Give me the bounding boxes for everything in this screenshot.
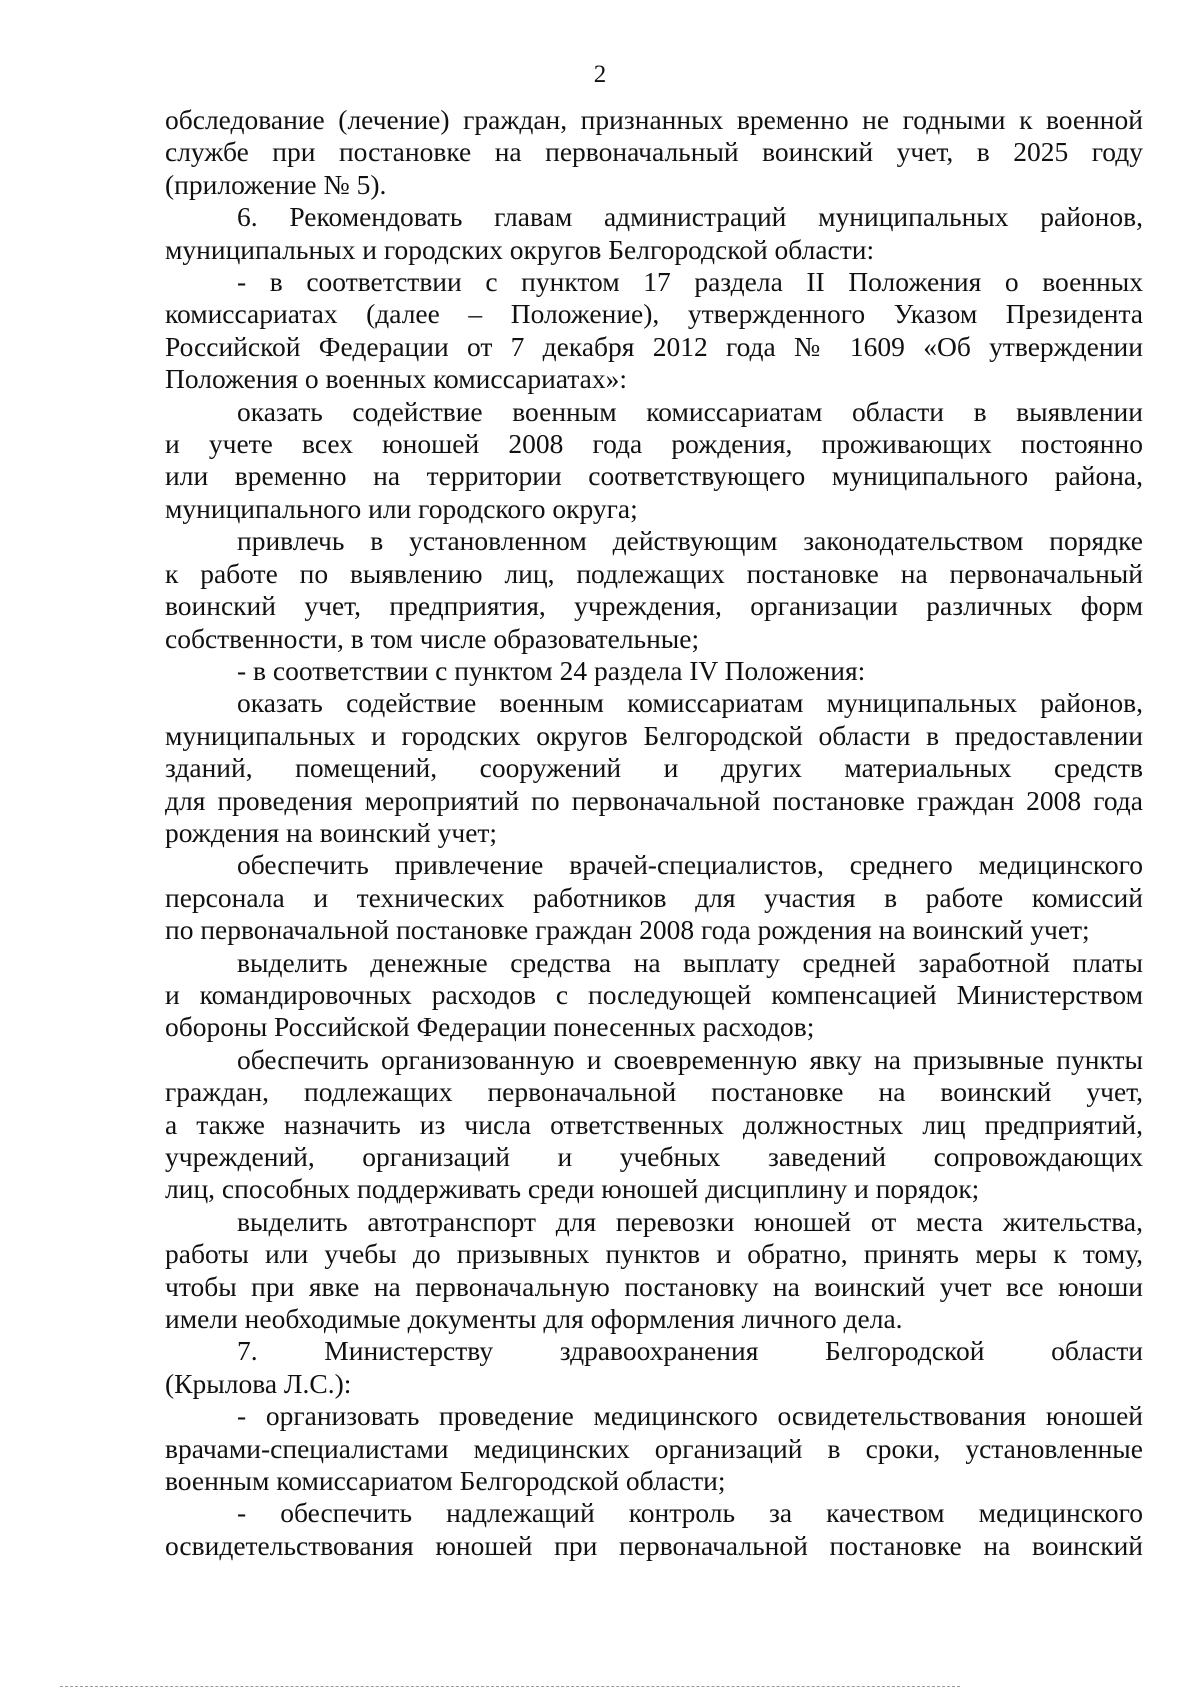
text-line: а также назначить из числа ответственных должностных лиц предприятий, xyxy=(165,1108,1143,1140)
text-line: и командировочных расходов с последующей компенсацией Министерством xyxy=(165,978,1143,1010)
text-line: лиц, способных поддерживать среди юношей дисциплину и порядок; xyxy=(165,1173,980,1205)
text-line: Положения о военных комиссариатах»: xyxy=(165,363,628,395)
paragraph xyxy=(165,1044,1143,1206)
paragraph xyxy=(165,201,1143,266)
text-line: персонала и технических работников для участия в работе комиссий xyxy=(165,881,1143,913)
paragraph xyxy=(165,1497,1143,1562)
text-line: зданий, помещений, сооружений и других материальных средств xyxy=(165,752,1143,784)
text-line: или временно на территории соответствующего муниципального района, xyxy=(165,460,1143,492)
text-line: учреждений, организаций и учебных заведений сопровождающих xyxy=(165,1141,1143,1172)
text-line: (Крылова Л.С.): xyxy=(165,1367,352,1399)
paragraph xyxy=(165,104,1143,201)
text-line: обороны Российской Федерации понесенных расходов; xyxy=(165,1011,815,1043)
paragraph xyxy=(165,266,1143,396)
text-line: собственности, в том числе образовательные; xyxy=(165,622,700,654)
text-line: 6. Рекомендовать главам администраций муниципальных районов, xyxy=(237,201,1143,233)
text-line: рождения на воинский учет; xyxy=(165,816,498,848)
text-line: работы или учебы до призывных пунктов и обратно, принять меры к тому, xyxy=(165,1238,1143,1270)
paragraph xyxy=(165,1206,1143,1336)
text-line: воинский учет, предприятия, учреждения, организации различных форм xyxy=(165,590,1143,622)
text-line: обследование (лечение) граждан, признанных временно не годными к военной xyxy=(165,104,1143,135)
text-line: военным комиссариатом Белгородской области; xyxy=(165,1465,726,1497)
text-line: оказать содействие военным комиссариатам области в выявлении xyxy=(237,395,1143,427)
text-line: - в соответствии с пунктом 24 раздела IV Положения: xyxy=(237,654,866,686)
text-line: граждан, подлежащих первоначальной постановке на воинский учет, xyxy=(165,1076,1143,1108)
page-number: 2 xyxy=(593,61,607,88)
text-line: муниципального или городского округа; xyxy=(165,492,638,524)
text-line: для проведения мероприятий по первоначальной постановке граждан 2008 года xyxy=(165,784,1143,816)
text-line: выделить денежные средства на выплату средней заработной платы xyxy=(237,946,1143,978)
text-line: муниципальных и городских округов Белгородской области в предоставлении xyxy=(165,719,1143,751)
text-line: выделить автотранспорт для перевозки юношей от места жительства, xyxy=(237,1205,1143,1237)
text-line: и учете всех юношей 2008 года рождения, проживающих постоянно xyxy=(165,428,1143,460)
paragraph xyxy=(165,1335,1143,1400)
text-line: Российской Федерации от 7 декабря 2012 года № 1609 «Об утверждении xyxy=(165,330,1143,362)
paragraph xyxy=(165,687,1143,849)
text-line: к работе по выявлению лиц, подлежащих постановке на первоначальный xyxy=(165,557,1143,589)
text-line: привлечь в установленном действующим законодательством порядке xyxy=(237,525,1143,557)
text-line: обеспечить привлечение врачей-специалистов, среднего медицинского xyxy=(237,849,1143,881)
paragraph xyxy=(165,525,1143,655)
paragraph xyxy=(165,655,1143,687)
text-line: службе при постановке на первоначальный воинский учет, в 2025 году xyxy=(165,136,1143,168)
text-line: имели необходимые документы для оформления личного дела. xyxy=(165,1303,903,1335)
text-line: чтобы при явке на первоначальную постановку на воинский учет все юноши xyxy=(165,1270,1143,1302)
paragraph xyxy=(165,849,1143,946)
text-line: освидетельствования юношей при первоначальной постановке на воинский xyxy=(165,1529,1143,1561)
paragraph xyxy=(165,947,1143,1044)
text-line: (приложение № 5). xyxy=(165,168,387,200)
text-line: по первоначальной постановке граждан 2008 года рождения на воинский учет; xyxy=(165,914,1090,946)
paragraph xyxy=(165,396,1143,526)
text-line: 7. Министерству здравоохранения Белгородской области xyxy=(237,1335,1143,1367)
text-line: - организовать проведение медицинского освидетельствования юношей xyxy=(237,1400,1143,1432)
scan-edge-line xyxy=(60,1686,960,1687)
text-line: комиссариатах (далее – Положение), утвержденного Указом Президента xyxy=(165,298,1143,330)
paragraph xyxy=(165,1400,1143,1497)
text-line: оказать содействие военным комиссариатам муниципальных районов, xyxy=(237,687,1143,719)
text-line: муниципальных и городских округов Белгородской области: xyxy=(165,233,875,265)
text-line: - обеспечить надлежащий контроль за качеством медицинского xyxy=(237,1497,1143,1529)
text-line: обеспечить организованную и своевременную явку на призывные пункты xyxy=(237,1043,1143,1075)
document-body xyxy=(165,104,1143,1562)
text-line: врачами-специалистами медицинских организаций в сроки, установленные xyxy=(165,1432,1143,1464)
text-line: - в соответствии с пунктом 17 раздела II Положения о военных xyxy=(237,266,1143,298)
